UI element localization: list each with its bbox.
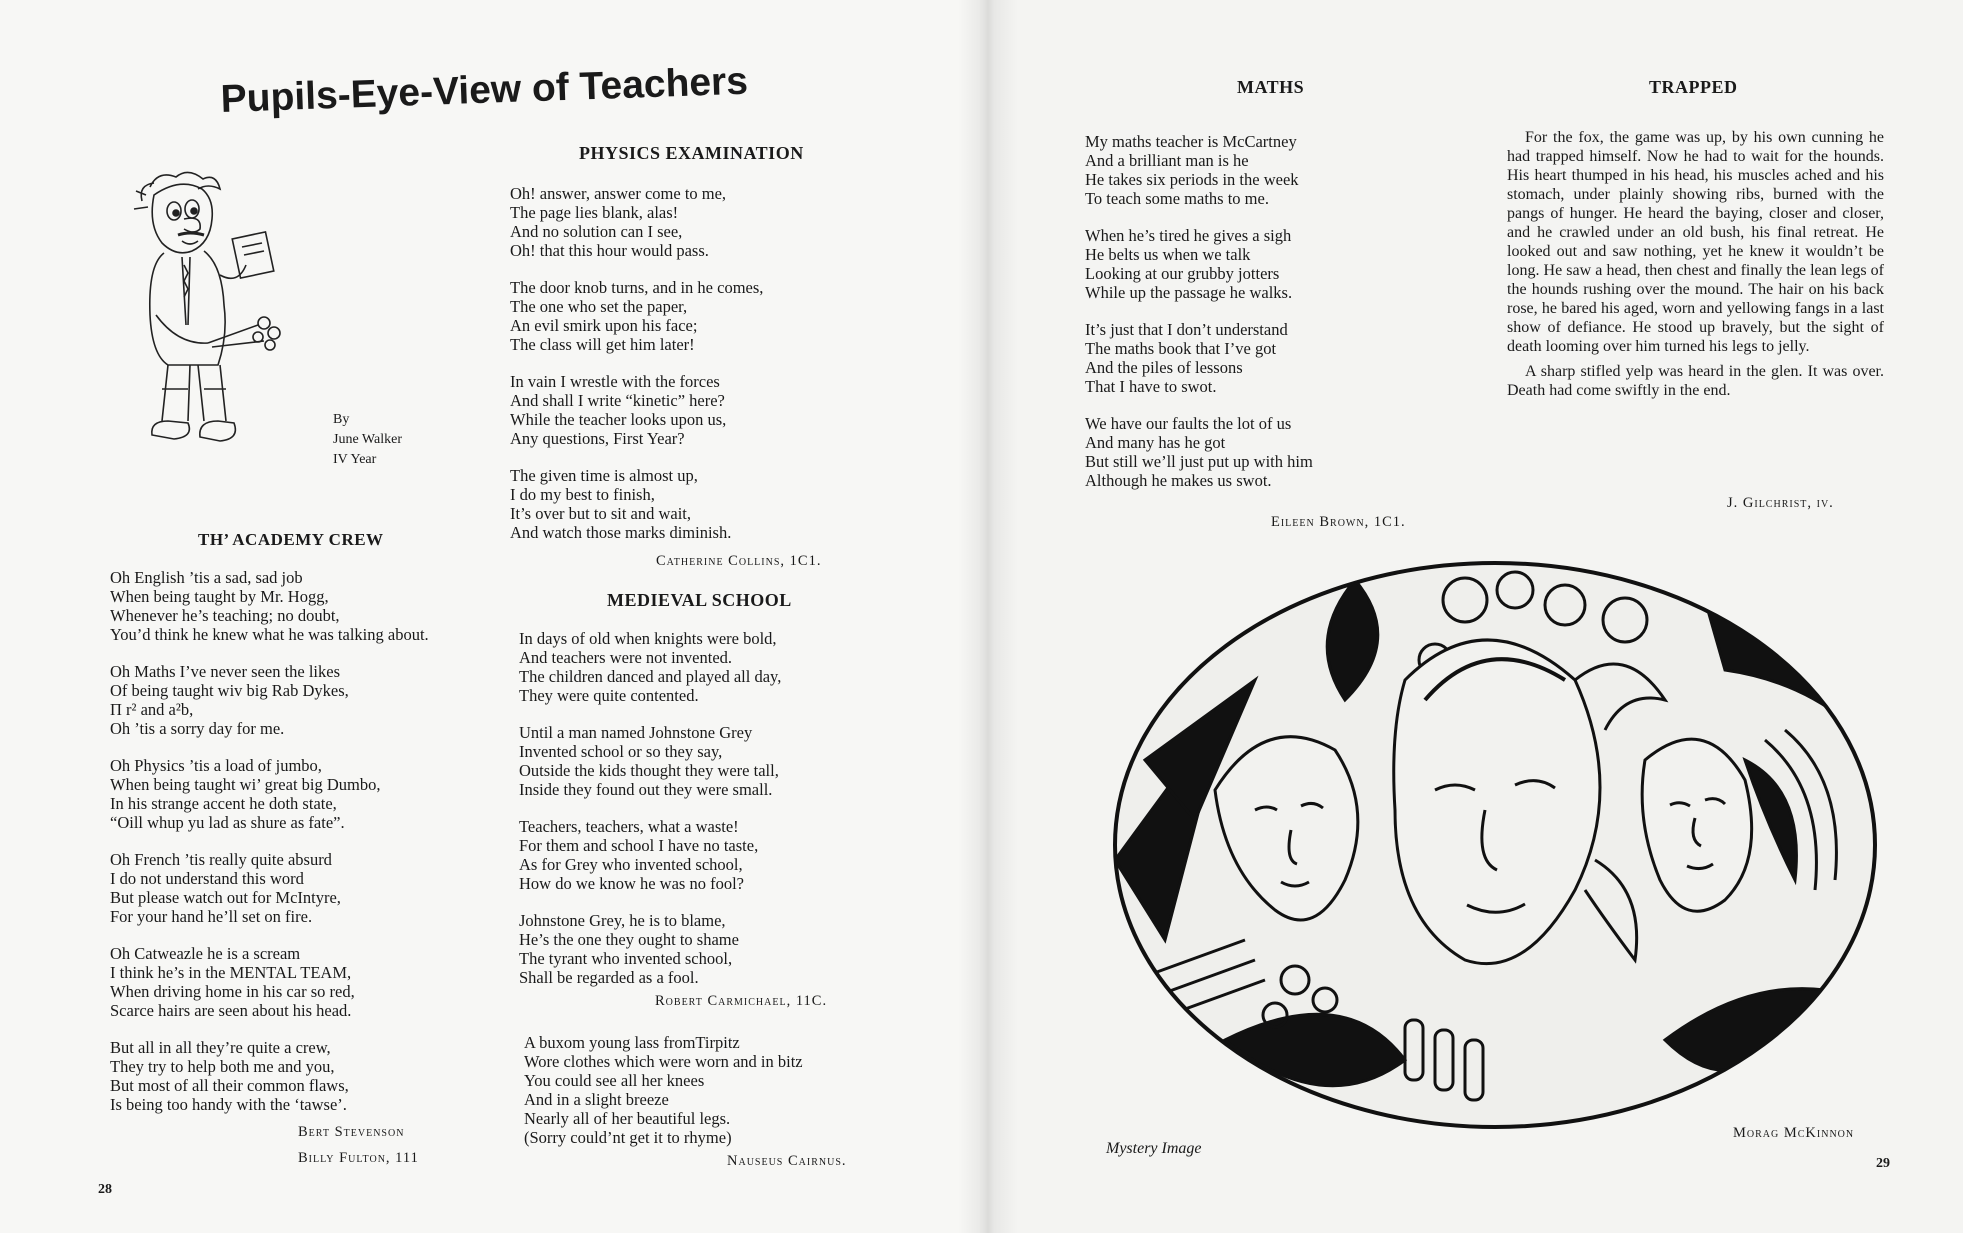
page-headline: Pupils-Eye-View of Teachers (220, 59, 749, 121)
poem-line: Oh Catweazle he is a scream (110, 944, 301, 963)
poem-line: The maths book that I’ve got (1085, 339, 1277, 358)
poem-line: Oh ’tis a sorry day for me. (110, 719, 285, 738)
poem-line: Whenever he’s teaching; no doubt, (110, 606, 340, 625)
poem-line: In his strange accent he doth state, (110, 794, 337, 813)
byline-author: June Walker (333, 432, 402, 447)
poem-line: The class will get him later! (510, 335, 695, 354)
limerick-credit: Nauseus Cairnus. (727, 1153, 847, 1169)
trapped-story (1507, 128, 1884, 400)
byline (333, 410, 402, 470)
poem-stanza (110, 850, 429, 926)
maths-title: MATHS (1237, 77, 1305, 97)
academy-crew-poem (110, 568, 429, 1132)
poem-stanza (110, 756, 429, 832)
poem-stanza (519, 629, 781, 705)
poem-line: When he’s tired he gives a sigh (1085, 226, 1292, 245)
poem-line: Is being too handy with the ‘tawse’. (110, 1095, 347, 1114)
poem-line: How do we know he was no fool? (519, 874, 744, 893)
poem-line: Although he makes us swot. (1085, 471, 1272, 490)
poem-stanza (519, 911, 781, 987)
poem-line: My maths teacher is McCartney (1085, 132, 1297, 151)
poem-line: Oh Maths I’ve never seen the likes (110, 662, 341, 681)
medieval-title: MEDIEVAL SCHOOL (607, 590, 792, 610)
maths-poem (1085, 132, 1313, 508)
trapped-credit: J. Gilchrist, iv. (1727, 495, 1834, 511)
poem-line: When being taught by Mr. Hogg, (110, 587, 329, 606)
academy-crew-title: TH’ ACADEMY CREW (198, 530, 384, 549)
poem-line: And teachers were not invented. (519, 648, 733, 667)
poem-stanza (110, 662, 429, 738)
poem-stanza (1085, 414, 1313, 490)
poem-line: Π r² and a²b, (110, 700, 194, 719)
byline-by: By (333, 412, 350, 427)
poem-line: Nearly all of her beautiful legs. (524, 1109, 731, 1128)
poem-line: He takes six periods in the week (1085, 170, 1299, 189)
poem-line: The page lies blank, alas! (510, 203, 679, 222)
poem-line: (Sorry could’nt get it to rhyme) (524, 1128, 732, 1147)
medieval-credit: Robert Carmichael, 11C. (655, 993, 828, 1009)
poem-line: And no solution can I see, (510, 222, 683, 241)
poem-stanza (519, 817, 781, 893)
poem-line: A buxom young lass fromTirpitz (524, 1033, 740, 1052)
poem-line: It’s just that I don’t understand (1085, 320, 1288, 339)
poem-line: Of being taught wiv big Rab Dykes, (110, 681, 349, 700)
poem-line: That I have to swot. (1085, 377, 1217, 396)
poem-line: He belts us when we talk (1085, 245, 1251, 264)
poem-line: And the piles of lessons (1085, 358, 1243, 377)
poem-line: And many has he got (1085, 433, 1226, 452)
academy-crew-credits (298, 1119, 419, 1171)
poem-line: When driving home in his car so red, (110, 982, 355, 1001)
poem-line: Inside they found out they were small. (519, 780, 773, 799)
poem-stanza (510, 466, 763, 542)
physics-credit: Catherine Collins, 1C1. (656, 553, 822, 569)
poem-line: And shall I write “kinetic” here? (510, 391, 725, 410)
poem-line: As for Grey who invented school, (519, 855, 743, 874)
poem-line: An evil smirk upon his face; (510, 316, 698, 335)
poem-line: But please watch out for McIntyre, (110, 888, 341, 907)
poem-line: They try to help both me and you, (110, 1057, 335, 1076)
credit-line: Bert Stevenson (298, 1124, 405, 1140)
poem-stanza (1085, 226, 1313, 302)
poem-line: Teachers, teachers, what a waste! (519, 817, 739, 836)
poem-line: The children danced and played all day, (519, 667, 782, 686)
poem-line: And in a slight breeze (524, 1090, 669, 1109)
teacher-cartoon-illustration (128, 165, 308, 465)
poem-stanza (510, 278, 763, 354)
image-credit: Morag McKinnon (1733, 1125, 1855, 1141)
poem-stanza (110, 944, 429, 1020)
poem-line: The one who set the paper, (510, 297, 688, 316)
poem-line: They were quite contented. (519, 686, 699, 705)
poem-line: To teach some maths to me. (1085, 189, 1269, 208)
poem-line: He’s the one they ought to shame (519, 930, 739, 949)
poem-line: I do not understand this word (110, 869, 304, 888)
limerick-poem (524, 1033, 803, 1147)
poem-line: I do my best to finish, (510, 485, 655, 504)
poem-line: You could see all her knees (524, 1071, 705, 1090)
poem-line: The door knob turns, and in he comes, (510, 278, 764, 297)
poem-line: Johnstone Grey, he is to blame, (519, 911, 726, 930)
book-gutter (958, 0, 1018, 1233)
poem-line: It’s over but to sit and wait, (510, 504, 692, 523)
poem-line: Oh French ’tis really quite absurd (110, 850, 332, 869)
maths-credit: Eileen Brown, 1C1. (1271, 514, 1406, 530)
physics-title: PHYSICS EXAMINATION (579, 143, 804, 163)
mystery-image-illustration (1105, 560, 1880, 1135)
credit-line: Billy Fulton, 111 (298, 1150, 419, 1166)
poem-line: And a brilliant man is he (1085, 151, 1249, 170)
poem-line: We have our faults the lot of us (1085, 414, 1292, 433)
poem-line: Oh Physics ’tis a load of jumbo, (110, 756, 322, 775)
poem-line: When being taught wi’ great big Dumbo, (110, 775, 381, 794)
poem-line: And watch those marks diminish. (510, 523, 732, 542)
poem-stanza (1085, 320, 1313, 396)
poem-stanza (510, 184, 763, 260)
story-paragraph: For the fox, the game was up, by his own cunning he had trapped himself. Now he had to wait for the hounds. His heart thumped in his head, his muscles ached and his stomach, under plainly showing ribs, burned with the pangs of hunger. He heard the baying, closer and closer, and he crawled under an old bush, his final retreat. He looked out and saw nothing, yet he knew it wouldn’t be long. He saw a head, then chest and finally the lean legs of the hounds rushing over the mound. The hair on his back rose, he bared his aged, worn and yellowing fangs in a last show of defiance. He stood up bravely, but the sight of death looming over him turned his legs to jelly. (1507, 129, 1884, 355)
poem-stanza (1085, 132, 1313, 208)
poem-stanza (110, 568, 429, 644)
poem-line: For your hand he’ll set on fire. (110, 907, 313, 926)
image-caption: Mystery Image (1106, 1140, 1202, 1157)
poem-line: Outside the kids thought they were tall, (519, 761, 779, 780)
poem-stanza (510, 372, 763, 448)
poem-line: I think he’s in the MENTAL TEAM, (110, 963, 352, 982)
poem-line: Oh! answer, answer come to me, (510, 184, 727, 203)
page-number-right: 29 (1876, 1156, 1890, 1171)
poem-line: While up the passage he walks. (1085, 283, 1293, 302)
poem-line: The given time is almost up, (510, 466, 698, 485)
story-paragraph: A sharp stifled yelp was heard in the glen. It was over. Death had come swiftly in the end. (1507, 363, 1884, 399)
poem-line: Oh English ’tis a sad, sad job (110, 568, 303, 587)
physics-poem (510, 184, 763, 560)
poem-line: The tyrant who invented school, (519, 949, 733, 968)
poem-line: Any questions, First Year? (510, 429, 685, 448)
poem-line: While the teacher looks upon us, (510, 410, 727, 429)
trapped-title: TRAPPED (1649, 77, 1738, 97)
poem-line: But most of all their common flaws, (110, 1076, 349, 1095)
poem-line: Until a man named Johnstone Grey (519, 723, 753, 742)
poem-line: But still we’ll just put up with him (1085, 452, 1313, 471)
poem-line: Invented school or so they say, (519, 742, 723, 761)
poem-line: In days of old when knights were bold, (519, 629, 777, 648)
poem-line: Shall be regarded as a fool. (519, 968, 699, 987)
page-number-left: 28 (98, 1182, 112, 1197)
poem-stanza (110, 1038, 429, 1114)
byline-year: IV Year (333, 452, 377, 467)
poem-line: Scarce hairs are seen about his head. (110, 1001, 352, 1020)
poem-stanza (519, 723, 781, 799)
poem-line: You’d think he knew what he was talking about. (110, 625, 429, 644)
poem-line: But all in all they’re quite a crew, (110, 1038, 331, 1057)
poem-line: In vain I wrestle with the forces (510, 372, 720, 391)
medieval-poem (519, 629, 781, 1005)
poem-line: Looking at our grubby jotters (1085, 264, 1280, 283)
poem-line: For them and school I have no taste, (519, 836, 759, 855)
poem-line: Oh! that this hour would pass. (510, 241, 709, 260)
poem-line: Wore clothes which were worn and in bitz (524, 1052, 803, 1071)
poem-line: “Oill whup yu lad as shure as fate”. (110, 813, 345, 832)
